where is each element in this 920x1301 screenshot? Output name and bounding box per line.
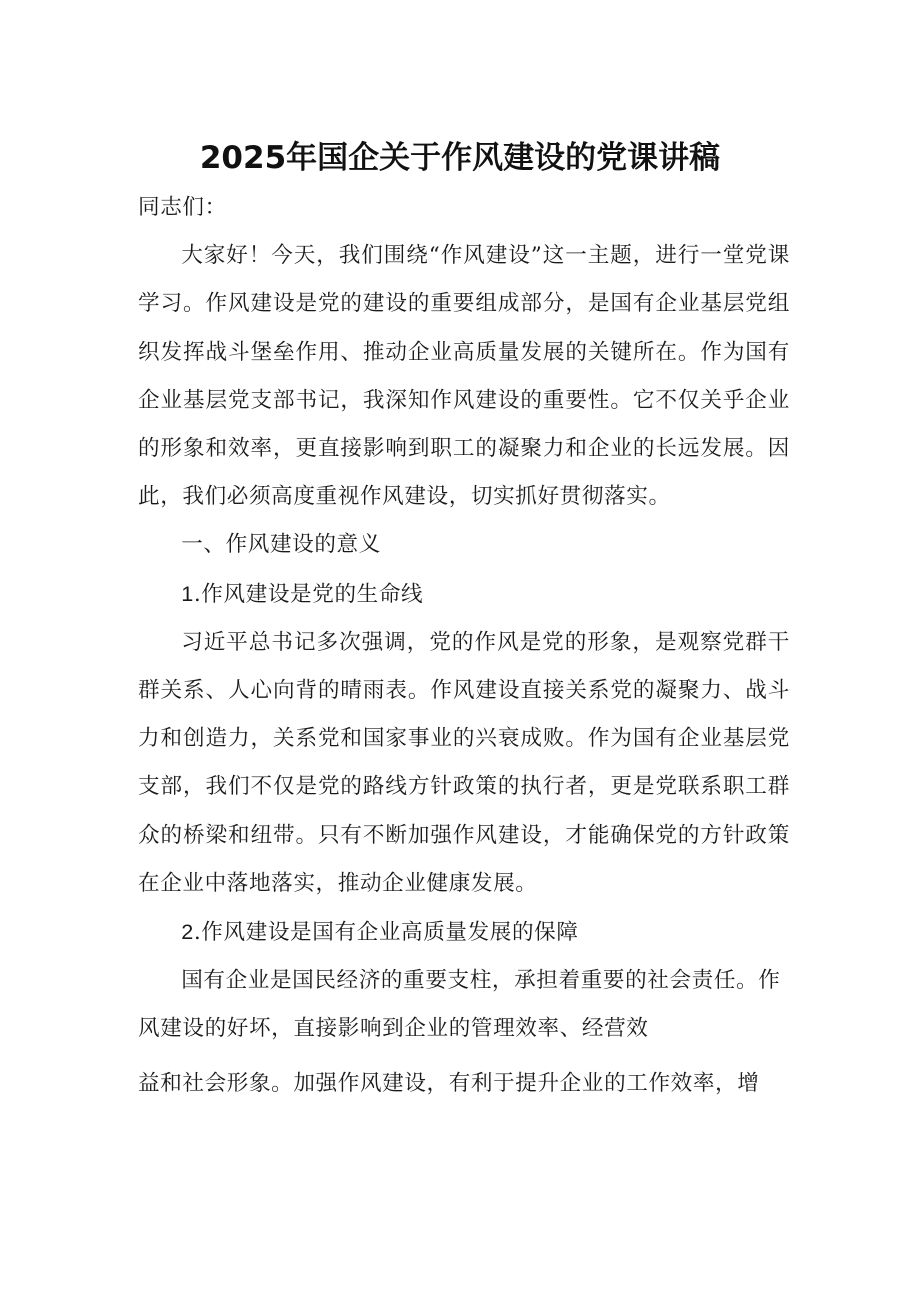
subsection-number-1: 1 <box>181 580 194 606</box>
subsection-title-1: .作风建设是党的生命线 <box>193 581 424 607</box>
document-title: 2025年国企关于作风建设的党课讲稿 <box>199 140 721 176</box>
intro-paragraph: 大家好！今天，我们围绕“作风建设”这一主题，进行一堂党课学习。作风建设是党的建设的重要组成部分，是国有企业基层党组织发挥战斗堡垒作用、推动企业高质量发展的关键所在。作为国有企业基层党支部书记，我深知作风建设的重要性。它不仅关乎企业的形象和效率，更直接影响到职工的凝聚力和企业的长远发展。因此，我们必须高度重视作风建设，切实抓好贯彻落实。 <box>138 243 790 510</box>
subsection-number-2: 2 <box>181 919 194 945</box>
subsection-body-2a: 国有企业是国民经济的重要支柱，承担着重要的社会责任。作风建设的好坏，直接影响到企业的管理效率、经营效 <box>138 968 781 1042</box>
salutation: 同志们： <box>138 195 227 220</box>
section-heading-1: 一、作风建设的意义 <box>181 532 381 558</box>
document-body <box>138 184 790 1108</box>
subsection-title-2: .作风建设是国有企业高质量发展的保障 <box>193 920 579 946</box>
subsection-heading-1 <box>138 570 790 619</box>
subsection-body-1: 习近平总书记多次强调，党的作风是党的形象，是观察党群干群关系、人心向背的晴雨表。作风建设直接关系党的凝聚力、战斗力和创造力，关系党和国家事业的兴衰成败。作为国有企业基层党支部，我们不仅是党的路线方针政策的执行者，更是党联系职工群众的桥梁和纽带。只有不断加强作风建设，才能确保党的方针政策在企业中落地落实，推动企业健康发展。 <box>138 629 790 896</box>
subsection-heading-2 <box>138 908 790 957</box>
subsection-body-2b: 益和社会形象。加强作风建设，有利于提升企业的工作效率，增 <box>138 1070 760 1096</box>
